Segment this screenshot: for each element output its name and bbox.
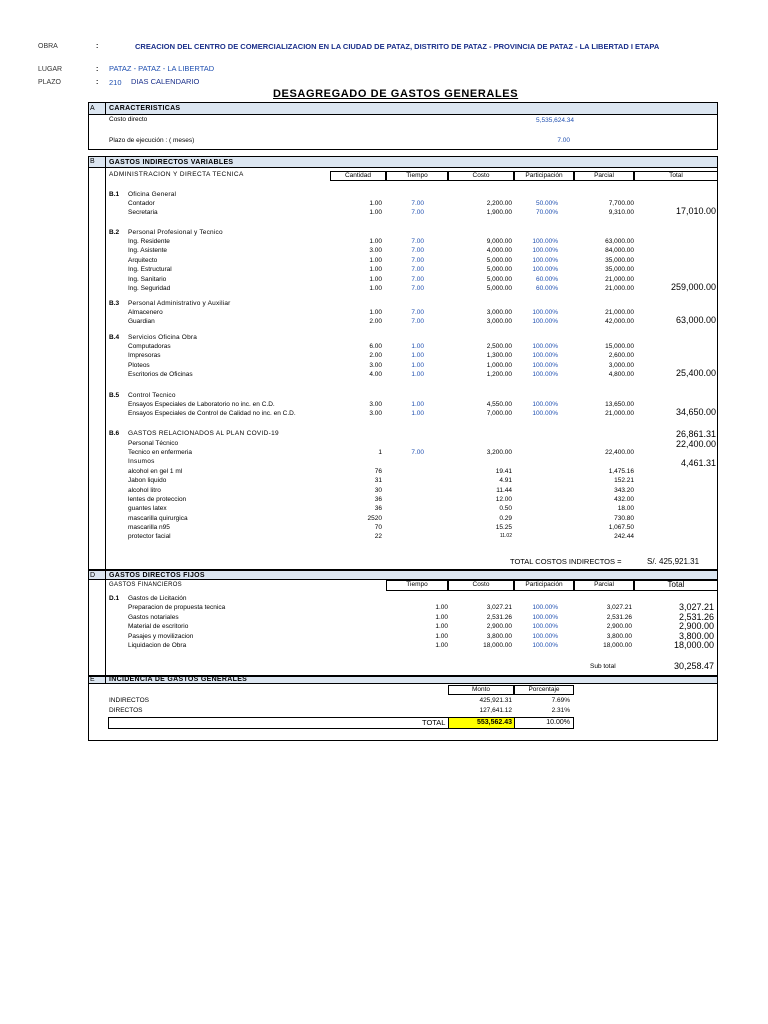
insumo-label: alcohol en gel 1 ml [128, 468, 183, 475]
insumo-label: protector facial [128, 533, 171, 541]
obra-value: CREACION DEL CENTRO DE COMERCIALIZACION EN LA CIUDAD DE PATAZ, DISTRITO DE PATAZ - PROVINCIA DE PATAZ - LA LIBERTAD I ETAPA [135, 42, 660, 51]
row-label: Escritorios de Oficinas [128, 371, 193, 379]
row-cell: 1,200.00 [486, 371, 512, 379]
row-cell: 5,000.00 [486, 256, 512, 264]
d-row-cell: 2,531.26 [678, 611, 714, 622]
row-cell: 7.00 [411, 256, 424, 264]
b3-title: Personal Administrativo y Auxiliar [128, 300, 231, 307]
row-cell: 1.00 [369, 238, 382, 245]
section-b-letter: B [90, 158, 95, 165]
tecnico-cantidad: 1 [378, 449, 382, 456]
row-cell: 5,000.00 [486, 275, 512, 283]
insumo-costo: 11.44 [496, 486, 512, 494]
d-row-cell: 2,531.26 [486, 613, 512, 621]
b5-total: 34,650.00 [675, 407, 716, 418]
row-label: Arquitecto [128, 256, 158, 264]
insumo-parcial: 343.20 [614, 486, 634, 494]
section-e-title: INCIDENCIA DE GASTOS GENERALES [109, 676, 248, 683]
b4-title: Servicios Oficina Obra [128, 334, 198, 341]
row-cell: 1.00 [369, 200, 382, 207]
d-row-label: Material de escritorio [128, 623, 189, 631]
row-cell: 2.00 [369, 318, 382, 326]
row-cell: 100.00% [532, 410, 558, 418]
row-cell: 42,000.00 [605, 318, 634, 326]
insumo-parcial: 1,067.50 [608, 523, 634, 531]
insumo-costo: 0.29 [499, 514, 512, 522]
insumo-label: guantes latex [128, 505, 167, 513]
section-b-subtitle: ADMINISTRACION Y DIRECTA TECNICA [109, 171, 244, 178]
d-row-cell: 1.00 [435, 642, 448, 650]
row-cell: 7.00 [411, 266, 424, 274]
row-cell: 1.00 [411, 401, 424, 408]
lugar-colon: : [96, 66, 99, 73]
insumo-costo: 11.02 [499, 533, 512, 540]
costo-directo-value: 5,535,624.34 [536, 117, 574, 124]
b1-title: Oficina General [128, 191, 177, 198]
insumo-label: alcohol litro [128, 486, 161, 494]
e-directos-pct: 2.31% [551, 707, 570, 714]
row-cell: 1.00 [411, 352, 424, 360]
row-label: Ing. Asistente [128, 247, 168, 255]
row-cell: 3.00 [369, 401, 382, 408]
row-cell: 7.00 [411, 247, 424, 255]
insumo-costo: 19.41 [495, 468, 512, 475]
row-cell: 9,310.00 [608, 209, 634, 217]
b6-personal-total: 22,400.00 [675, 439, 716, 449]
row-cell: 3,000.00 [608, 361, 634, 369]
total-costos-indirectos-value: S/. 425,921.31 [647, 557, 700, 566]
plazo-colon: : [96, 79, 99, 86]
insumo-label: lentes de proteccion [128, 495, 187, 503]
col-d-costo: Costo [448, 580, 514, 591]
row-cell: 84,000.00 [605, 247, 634, 255]
section-d-letter: D [90, 572, 96, 579]
insumo-parcial: 152.21 [614, 477, 634, 485]
e-indirectos-label: INDIRECTOS [109, 697, 149, 704]
d-row-cell: 1.00 [435, 623, 448, 631]
row-cell: 5,000.00 [486, 266, 512, 274]
insumo-cantidad: 76 [374, 468, 382, 475]
insumo-parcial: 730.80 [614, 514, 634, 522]
row-cell: 100.00% [532, 361, 558, 369]
row-cell: 1.00 [411, 371, 424, 379]
row-cell: 1.00 [411, 343, 424, 350]
d-row-cell: 100.00% [532, 623, 558, 631]
row-cell: 35,000.00 [605, 256, 634, 264]
col-participacion: Participación [514, 171, 574, 181]
row-label: Computadoras [128, 343, 171, 350]
e-total-label: TOTAL [422, 718, 446, 727]
row-cell: 6.00 [369, 343, 382, 350]
row-label: Ing. Seguridad [128, 285, 171, 292]
subtotal-value: 30,258.47 [673, 661, 714, 671]
insumo-cantidad: 22 [374, 533, 382, 541]
divider [105, 102, 106, 115]
row-cell: 2,600.00 [608, 352, 634, 360]
section-a-header [88, 102, 718, 115]
row-cell: 2,500.00 [486, 343, 512, 350]
d-row-cell: 2,531.26 [606, 613, 632, 621]
plazo-num: 210 [109, 78, 122, 87]
d-row-cell: 3,800.00 [606, 632, 632, 640]
b5-title: Control Tecnico [128, 392, 176, 399]
d-row-cell: 18,000.00 [603, 642, 632, 650]
row-cell: 7,700.00 [608, 200, 634, 207]
row-cell: 21,000.00 [605, 410, 634, 418]
insumo-parcial: 18.00 [617, 505, 634, 513]
obra-label: OBRA [38, 43, 58, 50]
section-b-title: GASTOS INDIRECTOS VARIABLES [109, 159, 234, 166]
b6-code: B.6 [109, 430, 120, 437]
row-cell: 100.00% [532, 256, 558, 264]
d-row-label: Pasajes y movilizacion [128, 632, 194, 640]
d-row-cell: 100.00% [532, 642, 558, 650]
insumo-parcial: 242.44 [614, 533, 634, 541]
lugar-value: PATAZ - PATAZ - LA LIBERTAD [109, 64, 215, 73]
obra-colon: : [96, 43, 99, 50]
b3-code: B.3 [109, 300, 120, 307]
row-cell: 3.00 [369, 361, 382, 369]
d-row-cell: 100.00% [532, 613, 558, 621]
section-e-letter: E [90, 676, 95, 683]
divider [105, 156, 106, 570]
row-label: Ing. Sanitario [128, 275, 167, 283]
e-directos-label: DIRECTOS [109, 707, 143, 714]
tecnico-parcial: 22,400.00 [605, 449, 634, 456]
col-tiempo: Tiempo [386, 171, 448, 181]
tecnico-tiempo: 7.00 [411, 449, 424, 456]
section-e-box [88, 676, 718, 741]
row-cell: 4,000.00 [486, 247, 512, 255]
row-cell: 100.00% [532, 352, 558, 360]
row-cell: 7.00 [411, 285, 424, 292]
row-cell: 21,000.00 [605, 285, 634, 292]
insumo-cantidad: 2520 [367, 514, 382, 522]
row-cell: 7.00 [411, 275, 424, 283]
section-a-title: CARACTERISTICAS [109, 105, 181, 112]
col-total: Total [634, 171, 718, 181]
insumo-parcial: 432.00 [614, 495, 634, 503]
insumo-label: mascarilla n95 [128, 523, 170, 531]
row-cell: 100.00% [532, 238, 558, 245]
plazo-label: PLAZO [38, 79, 61, 86]
row-cell: 50.00% [535, 200, 558, 207]
col-cantidad: Cantidad [330, 171, 386, 181]
plazo-text: DIAS CALENDARIO [131, 77, 200, 86]
row-cell: 1,300.00 [486, 352, 512, 360]
d-row-cell: 3,027.21 [678, 602, 714, 612]
d-row-cell: 100.00% [532, 632, 558, 640]
row-cell: 1.00 [369, 275, 382, 283]
row-label: Secretaria [128, 209, 158, 217]
row-cell: 15,000.00 [605, 343, 634, 350]
row-label: Almacenero [128, 309, 163, 316]
row-cell: 5,000.00 [486, 285, 512, 292]
row-cell: 1.00 [369, 285, 382, 292]
b5-code: B.5 [109, 392, 120, 399]
divider [105, 570, 106, 676]
d-row-label: Preparacion de propuesta tecnica [128, 604, 226, 611]
insumo-costo: 4.91 [499, 477, 512, 485]
insumo-label: mascarilla quirurgica [128, 514, 188, 522]
insumo-parcial: 1,475.16 [608, 468, 634, 475]
d-row-cell: 18,000.00 [483, 642, 512, 650]
b6-insumos-label: Insumos [128, 458, 155, 465]
plazo-ejecucion-label: Plazo de ejecución : ( meses) [109, 137, 195, 144]
b6-insumos-total: 4,461.31 [680, 458, 716, 468]
row-label: Ensayos Especiales de Laboratorio no inc. en C.D. [128, 401, 275, 408]
row-cell: 100.00% [532, 309, 558, 316]
d-row-cell: 1.00 [435, 613, 448, 621]
subtotal-label: Sub total [590, 663, 616, 670]
plazo-ejecucion-value: 7.00 [557, 137, 570, 144]
d-row-cell: 2,900.00 [606, 623, 632, 631]
col-parcial: Parcial [574, 171, 634, 181]
row-label: Contador [128, 200, 155, 207]
e-total-monto: 553,562.43 [449, 718, 514, 728]
insumo-cantidad: 30 [374, 486, 382, 494]
row-cell: 1.00 [369, 256, 382, 264]
row-label: Ing. Estructural [128, 266, 172, 274]
row-label: Impresoras [128, 352, 161, 360]
insumo-cantidad: 70 [374, 523, 382, 531]
row-cell: 1.00 [369, 209, 382, 217]
d-row-cell: 1.00 [435, 604, 448, 611]
d-row-label: Liquidacion de Obra [128, 642, 187, 650]
col-d-parcial: Parcial [574, 580, 634, 591]
d-row-cell: 18,000.00 [673, 640, 714, 651]
insumo-costo: 0.50 [499, 505, 512, 513]
b2-title: Personal Profesional y Tecnico [128, 229, 223, 236]
e-directos-monto: 127,641.12 [479, 707, 512, 714]
b6-title: GASTOS RELACIONADOS AL PLAN COVID-19 [128, 430, 279, 437]
total-costos-indirectos-label: TOTAL COSTOS INDIRECTOS = [510, 557, 622, 566]
row-cell: 100.00% [532, 343, 558, 350]
row-label: Ing. Residente [128, 238, 170, 245]
row-cell: 63,000.00 [605, 238, 634, 245]
d-row-cell: 2,900.00 [486, 623, 512, 631]
col-d-tiempo: Tiempo [386, 580, 448, 591]
row-cell: 21,000.00 [605, 309, 634, 316]
insumo-cantidad: 36 [374, 505, 382, 513]
row-cell: 7.00 [411, 200, 424, 207]
row-cell: 100.00% [532, 247, 558, 255]
b2-code: B.2 [109, 229, 120, 236]
col-costo: Costo [448, 171, 514, 181]
row-cell: 1.00 [369, 266, 382, 274]
b6-total: 26,861.31 [675, 429, 716, 439]
row-label: Ploteos [128, 361, 150, 369]
e-total-pct: 10.00% [546, 719, 570, 726]
row-cell: 1.00 [411, 410, 424, 418]
row-cell: 3.00 [369, 247, 382, 255]
section-d-subtitle: GASTOS FINANCIEROS [109, 582, 182, 588]
row-cell: 21,000.00 [605, 275, 634, 283]
page-title: DESAGREGADO DE GASTOS GENERALES [273, 88, 519, 100]
row-cell: 4,800.00 [608, 371, 634, 379]
costo-directo-label: Costo directo [109, 116, 148, 123]
b4-code: B.4 [109, 334, 120, 341]
col-d-total: Total [634, 580, 718, 591]
e-indirectos-pct: 7.69% [551, 697, 570, 704]
row-cell: 60.00% [535, 275, 558, 283]
b2-total: 259,000.00 [670, 282, 716, 292]
d-row-label: Gastos notariales [128, 613, 179, 621]
col-e-monto: Monto [448, 685, 514, 695]
row-cell: 4.00 [369, 371, 382, 379]
row-cell: 100.00% [532, 266, 558, 274]
row-label: Ensayos Especiales de Control de Calidad no inc. en C.D. [128, 410, 296, 418]
col-e-porcentaje: Porcentaje [514, 685, 574, 695]
row-cell: 100.00% [532, 371, 558, 379]
row-cell: 3,000.00 [486, 318, 512, 326]
b1-total: 17,010.00 [675, 206, 716, 217]
e-indirectos-monto: 425,921.31 [479, 697, 512, 704]
row-cell: 9,000.00 [486, 238, 512, 245]
d-row-cell: 1.00 [435, 632, 448, 640]
row-cell: 4,550.00 [486, 401, 512, 408]
tecnico-label: Tecnico en enfermeria [128, 449, 192, 456]
insumo-costo: 12.00 [495, 495, 512, 503]
row-cell: 1,000.00 [486, 361, 512, 369]
row-cell: 13,650.00 [605, 401, 634, 408]
row-cell: 1,900.00 [486, 209, 512, 217]
row-label: Guardian [128, 318, 155, 326]
row-cell: 1.00 [369, 309, 382, 316]
row-cell: 7.00 [411, 209, 424, 217]
b6-personal-label: Personal Técnico [128, 440, 179, 447]
tecnico-costo: 3,200.00 [486, 449, 512, 456]
lugar-label: LUGAR [38, 66, 63, 73]
row-cell: 7.00 [411, 238, 424, 245]
row-cell: 60.00% [535, 285, 558, 292]
d-row-cell: 3,027.21 [606, 604, 632, 611]
divider [105, 676, 106, 684]
row-cell: 3,000.00 [486, 309, 512, 316]
insumo-cantidad: 31 [374, 477, 382, 485]
insumo-costo: 15.25 [495, 523, 512, 531]
b4-total: 25,400.00 [675, 368, 716, 379]
d-row-cell: 3,027.21 [486, 604, 512, 611]
row-cell: 100.00% [532, 318, 558, 326]
row-cell: 7,000.00 [486, 410, 512, 418]
row-cell: 7.00 [411, 318, 424, 326]
row-cell: 7.00 [411, 309, 424, 316]
row-cell: 70.00% [535, 209, 558, 217]
row-cell: 2.00 [369, 352, 382, 360]
d1-title: Gastos de Licitación [128, 595, 187, 602]
row-cell: 2,200.00 [486, 200, 512, 207]
row-cell: 3.00 [369, 410, 382, 418]
b3-total: 63,000.00 [675, 315, 716, 326]
d1-code: D.1 [109, 595, 120, 602]
d-row-cell: 2,900.00 [678, 621, 714, 632]
d-row-cell: 3,800.00 [486, 632, 512, 640]
insumo-cantidad: 36 [374, 495, 382, 503]
d-row-cell: 100.00% [532, 604, 558, 611]
row-cell: 100.00% [532, 401, 558, 408]
section-a-letter: A [90, 105, 95, 112]
insumo-label: Jabon liquido [128, 477, 167, 485]
b1-code: B.1 [109, 191, 120, 198]
section-d-title: GASTOS DIRECTOS FIJOS [109, 572, 205, 579]
row-cell: 35,000.00 [605, 266, 634, 274]
d-row-cell: 3,800.00 [678, 630, 714, 641]
col-d-participacion: Participación [514, 580, 574, 591]
row-cell: 1.00 [411, 361, 424, 369]
